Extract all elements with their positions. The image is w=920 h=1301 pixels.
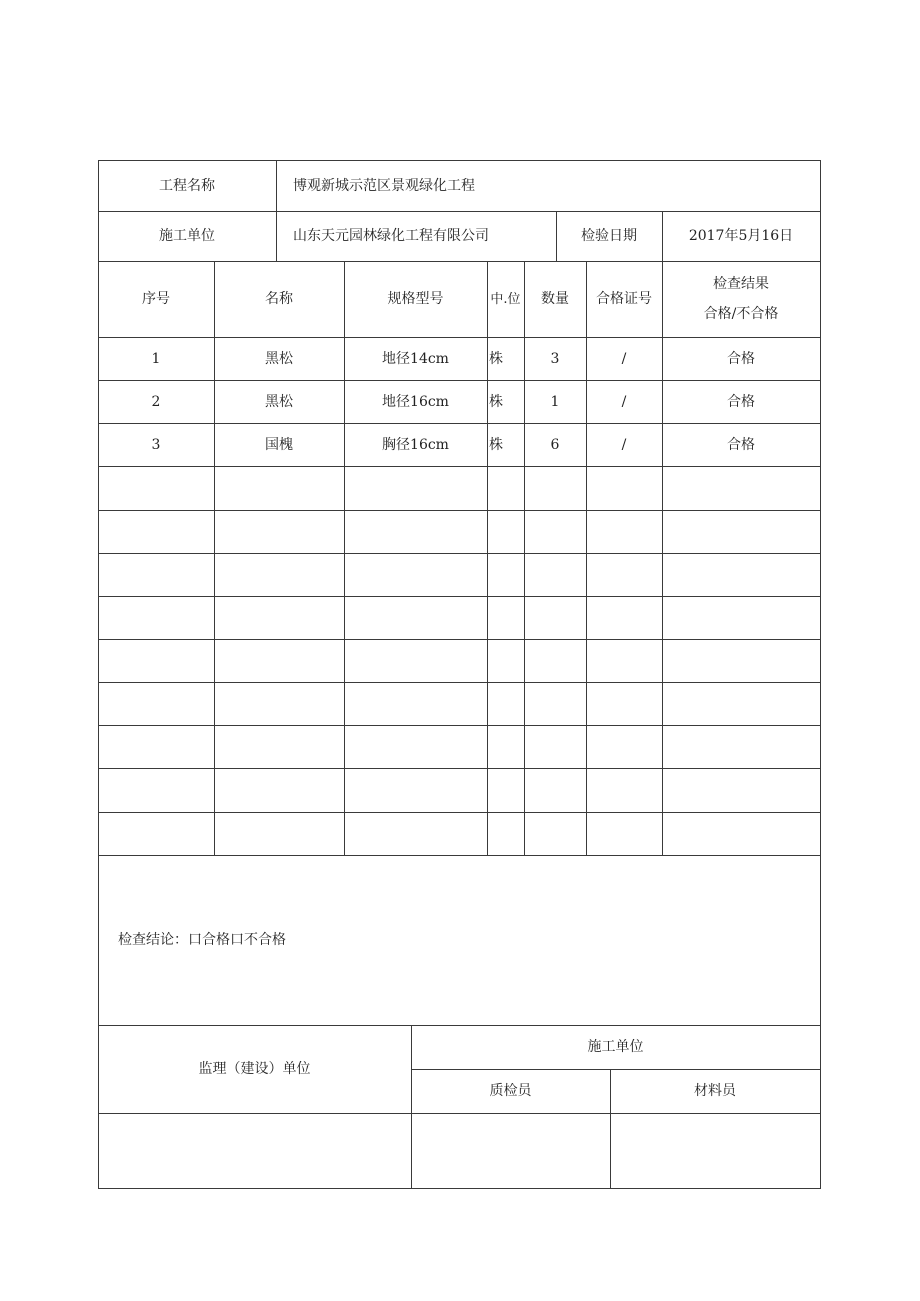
row-cert: / <box>621 350 627 367</box>
rule <box>98 682 821 683</box>
row-seq: 3 <box>151 436 161 453</box>
rule <box>98 466 821 467</box>
row-qty: 6 <box>550 436 560 453</box>
inspection-form <box>98 160 821 1189</box>
rule <box>276 160 277 261</box>
rule-right <box>820 160 821 1189</box>
quality-inspector-signature-field[interactable] <box>412 1114 610 1188</box>
row-seq: 1 <box>151 350 161 367</box>
project-name-label: 工程名称 <box>159 177 215 194</box>
rule <box>98 639 821 640</box>
supervisor-unit-label: 监理（建设）单位 <box>198 1061 311 1077</box>
row-unit: 株 <box>489 350 503 367</box>
row-spec: 地径16cm <box>382 393 449 410</box>
contractor-value: 山东天元园林绿化工程有限公司 <box>293 228 489 244</box>
col-header-seq: 序号 <box>142 291 170 307</box>
rule <box>98 725 821 726</box>
rule <box>98 553 821 554</box>
inspection-date-label: 检验日期 <box>581 228 637 244</box>
materials-officer-label: 材料员 <box>694 1083 736 1099</box>
row-qty: 1 <box>550 393 560 410</box>
rule <box>98 812 821 813</box>
col-header-result-title: 检查结果 <box>713 276 769 292</box>
row-name: 黑松 <box>265 393 293 410</box>
row-result: 合格 <box>727 350 755 367</box>
row-cert: / <box>621 393 627 410</box>
row-unit: 株 <box>489 436 503 453</box>
col-header-result <box>662 261 820 337</box>
materials-officer-signature-field[interactable] <box>611 1114 820 1188</box>
col-header-cert: 合格证号 <box>596 291 652 307</box>
inspection-date-value: 2017年5月16日 <box>688 228 794 244</box>
col-header-result-options: 合格/不合格 <box>703 306 779 322</box>
contractor-label: 施工单位 <box>159 228 215 244</box>
row-name: 黑松 <box>265 350 293 367</box>
row-result: 合格 <box>727 393 755 410</box>
row-spec: 胸径16cm <box>382 436 449 453</box>
row-unit: 株 <box>489 393 503 410</box>
row-cert: / <box>621 436 627 453</box>
row-seq: 2 <box>151 393 161 410</box>
col-header-qty: 数量 <box>541 291 569 307</box>
supervisor-signature-field[interactable] <box>99 1114 411 1188</box>
inspection-conclusion: 检查结论：口合格口不合格 <box>118 932 286 948</box>
rule <box>98 768 821 769</box>
col-header-unit: 中.位 <box>490 291 521 307</box>
row-qty: 3 <box>550 350 560 367</box>
rule <box>98 596 821 597</box>
project-name-value: 博观新城示范区景观绿化工程 <box>293 177 475 194</box>
quality-inspector-label: 质检员 <box>489 1083 532 1099</box>
col-header-name: 名称 <box>265 291 293 307</box>
rule-bottom <box>98 1188 821 1189</box>
rule <box>487 261 488 855</box>
row-spec: 地径14cm <box>382 350 449 367</box>
signoff-contractor-label: 施工单位 <box>587 1039 644 1055</box>
col-header-spec: 规格型号 <box>387 291 444 307</box>
rule <box>98 510 821 511</box>
row-result: 合格 <box>727 436 755 453</box>
row-name: 国槐 <box>265 436 293 453</box>
